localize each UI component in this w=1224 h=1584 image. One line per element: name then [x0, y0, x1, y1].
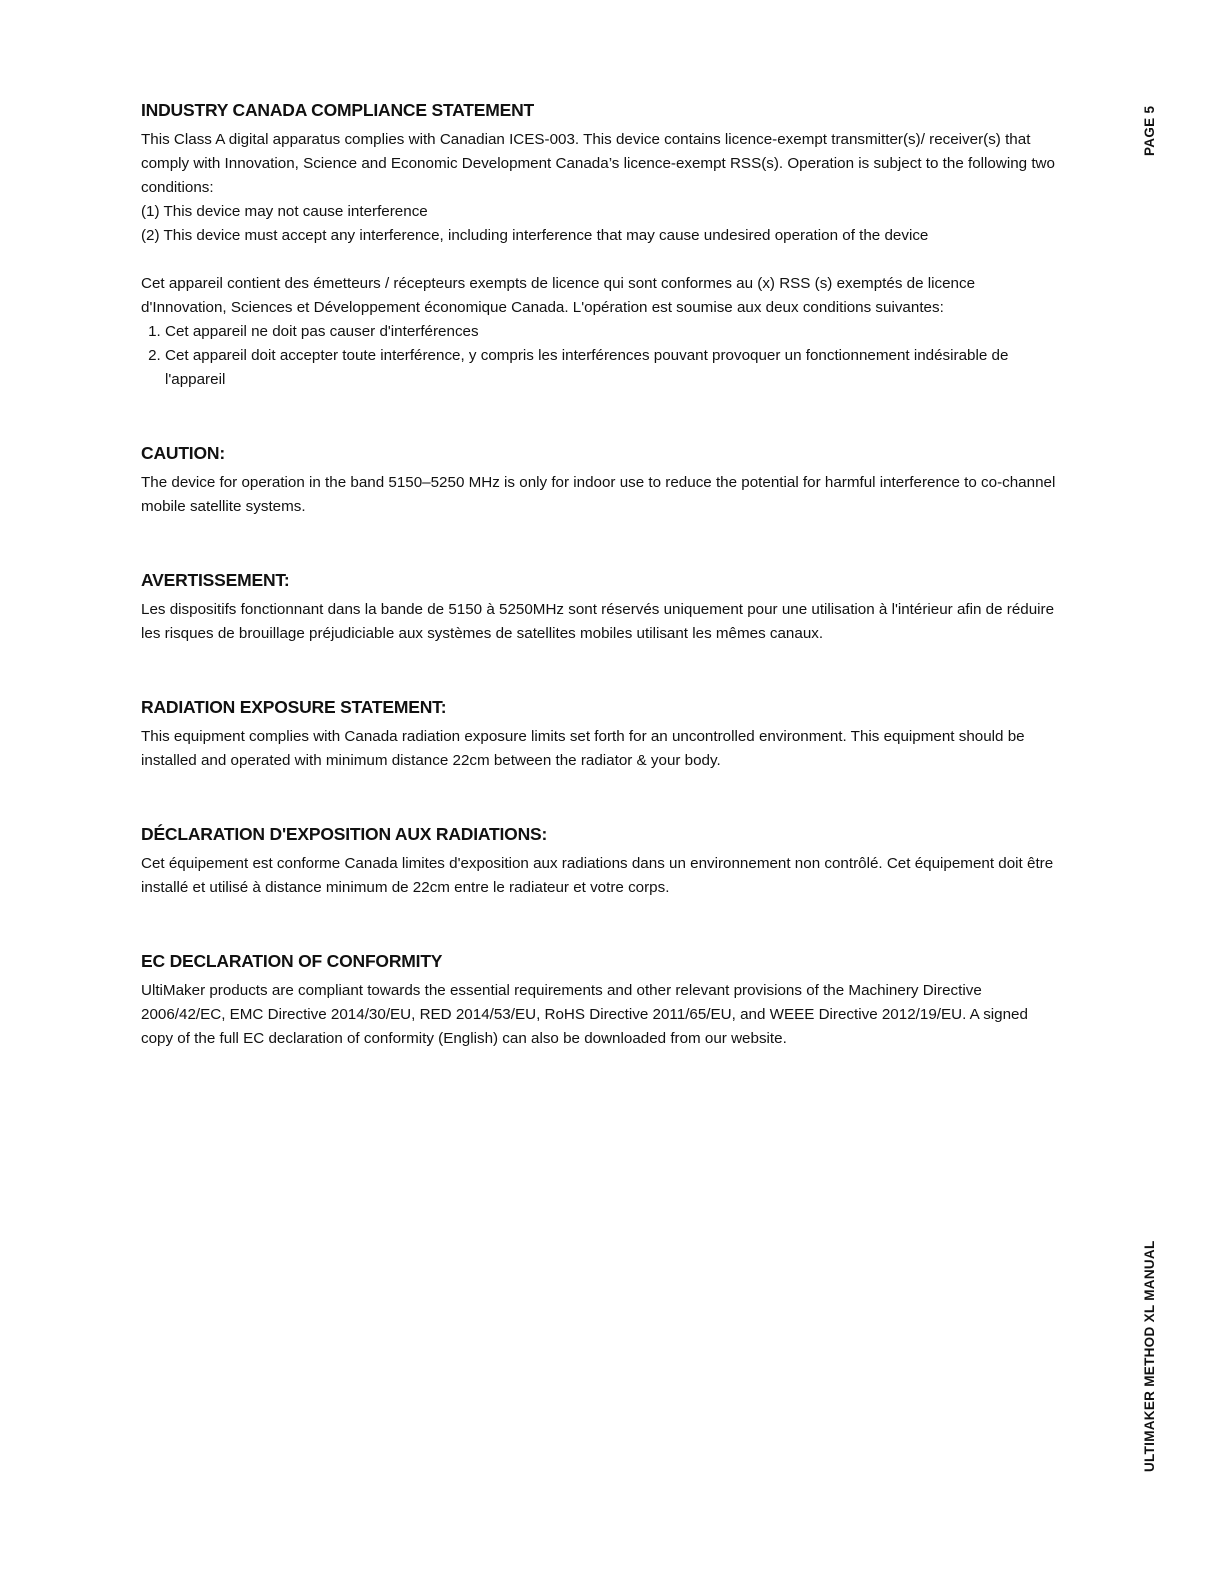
page-content — [141, 98, 1056, 1051]
section-paragraph: UltiMaker products are compliant towards the essential requirements and other relevant provisions of the Machinery Directive 2006/42/EC, EMC Directive 2014/30/EU, RED 2014/53/EU, RoHS Directive 2011/65/EU, and WEEE Directive 2012/19/EU. A signed copy of the full EC declaration of conformity (English) can also be downloaded from our website. — [141, 982, 1028, 1047]
section-paragraph: This Class A digital apparatus complies with Canadian ICES-003. This device contains licence-exempt transmitter(s)/ receiver(s) that comply with Innovation, Science and Economic Development Canada’s licence-exempt RSS(s). Operation is subject to the following two conditions: — [141, 131, 1055, 196]
section-heading: AVERTISSEMENT: — [141, 570, 290, 590]
section-heading: DÉCLARATION D'EXPOSITION AUX RADIATIONS: — [141, 824, 548, 844]
section-paragraph: The device for operation in the band 5150–5250 MHz is only for indoor use to reduce the potential for harmful interference to co-channel mobile satellite systems. — [141, 474, 1056, 515]
condition-item: (2) This device must accept any interference, including interference that may cause undesired operation of the device — [141, 227, 929, 244]
section-caution — [141, 441, 1056, 519]
section-declaration-fr — [141, 822, 1056, 900]
section-paragraph: This equipment complies with Canada radiation exposure limits set forth for an uncontrolled environment. This equipment should be installed and operated with minimum distance 22cm between the radiator & your body. — [141, 728, 1025, 769]
section-heading: EC DECLARATION OF CONFORMITY — [141, 951, 443, 971]
french-condition-list — [141, 320, 1056, 392]
section-ec-declaration — [141, 949, 1056, 1051]
list-item: 2. Cet appareil doit accepter toute interférence, y compris les interférences pouvant provoquer un fonctionnement indésirable de l'appareil — [165, 344, 1056, 392]
condition-item: (1) This device may not cause interference — [141, 203, 428, 220]
section-paragraph: Les dispositifs fonctionnant dans la bande de 5150 à 5250MHz sont réservés uniquement pour une utilisation à l'intérieur afin de réduire les risques de brouillage préjudiciable aux systèmes de satellites mobiles utilisant les mêmes canaux. — [141, 601, 1055, 642]
manual-title: ULTIMAKER METHOD XL MANUAL — [1142, 1240, 1157, 1472]
section-paragraph-french: Cet appareil contient des émetteurs / récepteurs exempts de licence qui sont conformes au (x) RSS (s) exemptés de licence d'Innovation, Sciences et Développement économique Canada. L'opération est soumise aux deux conditions suivantes: — [141, 275, 976, 316]
section-paragraph: Cet équipement est conforme Canada limites d'exposition aux radiations dans un environnement non contrôlé. Cet équipement doit être installé et utilisé à distance minimum de 22cm entre le radiateur et votre corps. — [141, 855, 1054, 896]
section-heading: INDUSTRY CANADA COMPLIANCE STATEMENT — [141, 100, 535, 120]
page-number: PAGE 5 — [1142, 105, 1157, 156]
section-heading: CAUTION: — [141, 443, 225, 463]
section-industry-canada — [141, 98, 1056, 392]
section-radiation — [141, 695, 1056, 773]
condition-list — [141, 200, 1056, 248]
list-item: 1. Cet appareil ne doit pas causer d'interférences — [165, 320, 1056, 344]
section-avertissement — [141, 568, 1056, 646]
section-heading: RADIATION EXPOSURE STATEMENT: — [141, 697, 447, 717]
